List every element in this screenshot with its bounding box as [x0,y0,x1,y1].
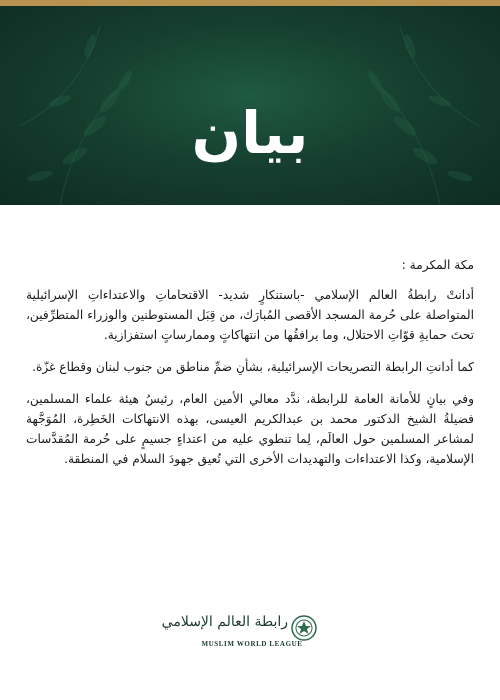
mwl-emblem-icon [291,615,317,641]
page-title: بيان [191,99,309,167]
logo-arabic-text: رابطة العالم الإسلامي [161,614,288,630]
mwl-logo [0,610,500,660]
paragraph-3: وفي بيانٍ للأمانة العامة للرابطة، ندَّد معالي الأمين العام، رئيسُ هيئة علماء المسلمين، فضيلةُ الشيخ الدكتور محمد بن عبدالكريم العيسى، بهذه الانتهاكات الخَطِرة، المُوَجَّهة لمشاعر المسلمين حول العالَم، لِما تنطوي عليه من اعتداءٍ جسيمٍ على حُرمة المُقدَّسات الإسلامية، وكذا الاعتداءات والتهديدات الأخرى التي تُعيق جهودَ السلام في المنطقة. [26,392,474,466]
paragraph-2: كما أدانتِ الرابطة التصريحات الإسرائيلية، بشأنِ ضمِّ مناطق من جنوب لبنان وقطاع غزّة. [32,360,474,374]
header-banner [0,6,500,205]
logo-english-text: MUSLIM WORLD LEAGUE [201,640,303,648]
paragraph-1: أدانتْ رابطةُ العالم الإسلامي -باستنكارٍ شديد- الاقتحاماتِ والاعتداءاتِ الإسرائيلية المتواصلة على حُرمة المسجد الأقصى المُبارَك، من قِبَل المستوطنين والوزراء المتطرِّفين، تحتَ حمايةِ قوّاتِ الاحتلال، وما يرافقُها من انتهاكاتٍ وممارساتٍ استفزازية. [26,288,474,342]
statement-body [26,255,474,481]
location-line: مكة المكرمة : [401,258,474,272]
